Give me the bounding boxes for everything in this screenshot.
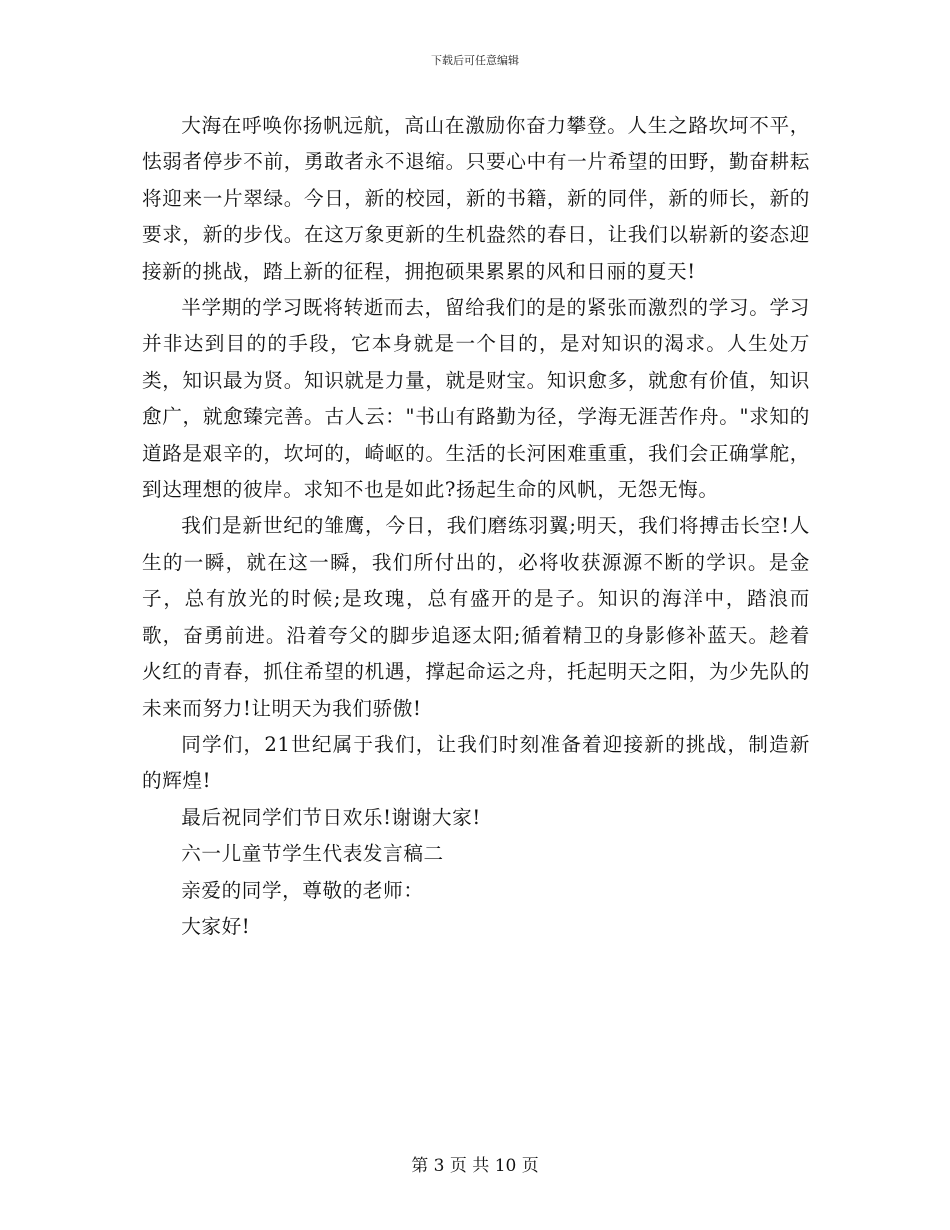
section-title: 六一儿童节学生代表发言稿二 bbox=[181, 842, 444, 866]
greeting-line: 大家好! bbox=[181, 914, 251, 938]
document-body bbox=[142, 108, 810, 945]
body-paragraph: 同学们，21世纪属于我们，让我们时刻准备着迎接新的挑战，制造新的辉煌! bbox=[142, 732, 810, 793]
page-header-note: 下载后可任意编辑 bbox=[431, 54, 519, 67]
closing-line: 最后祝同学们节日欢乐!谢谢大家! bbox=[181, 805, 481, 829]
salutation-line: 亲爱的同学，尊敬的老师： bbox=[181, 878, 424, 902]
body-paragraph: 大海在呼唤你扬帆远航，高山在激励你奋力攀登。人生之路坎坷不平，怯弱者停步不前，勇敢者永不退缩。只要心中有一片希望的田野，勤奋耕耘将迎来一片翠绿。今日，新的校园，新的书籍，新的同伴，新的师长，新的要求，新的步伐。在这万象更新的生机盎然的春日，让我们以崭新的姿态迎接新的挑战，踏上新的征程，拥抱硕果累累的风和日丽的夏天! bbox=[142, 114, 810, 283]
body-paragraph: 我们是新世纪的雏鹰，今日，我们磨练羽翼;明天，我们将搏击长空!人生的一瞬，就在这一瞬，我们所付出的，必将收获源源不断的学识。是金子，总有放光的时候;是玫瑰，总有盛开的是子。知识的海洋中，踏浪而歌，奋勇前进。沿着夸父的脚步追逐太阳;循着精卫的身影修补蓝天。趁着火红的青春，抓住希望的机遇，撑起命运之舟，托起明天之阳，为少先队的未来而努力!让明天为我们骄傲! bbox=[142, 514, 810, 720]
page-number: 第 3 页 共 10 页 bbox=[411, 1156, 539, 1176]
body-paragraph: 半学期的学习既将转逝而去，留给我们的是的紧张而激烈的学习。学习并非达到目的的手段，它本身就是一个目的，是对知识的渴求。人生处万类，知识最为贤。知识就是力量，就是财宝。知识愈多，就愈有价值，知识愈广，就愈臻完善。古人云："书山有路勤为径，学海无涯苦作舟。"求知的道路是艰辛的，坎坷的，崎岖的。生活的长河困难重重，我们会正确掌舵，到达理想的彼岸。求知不也是如此?扬起生命的风帆，无怨无悔。 bbox=[142, 296, 810, 502]
